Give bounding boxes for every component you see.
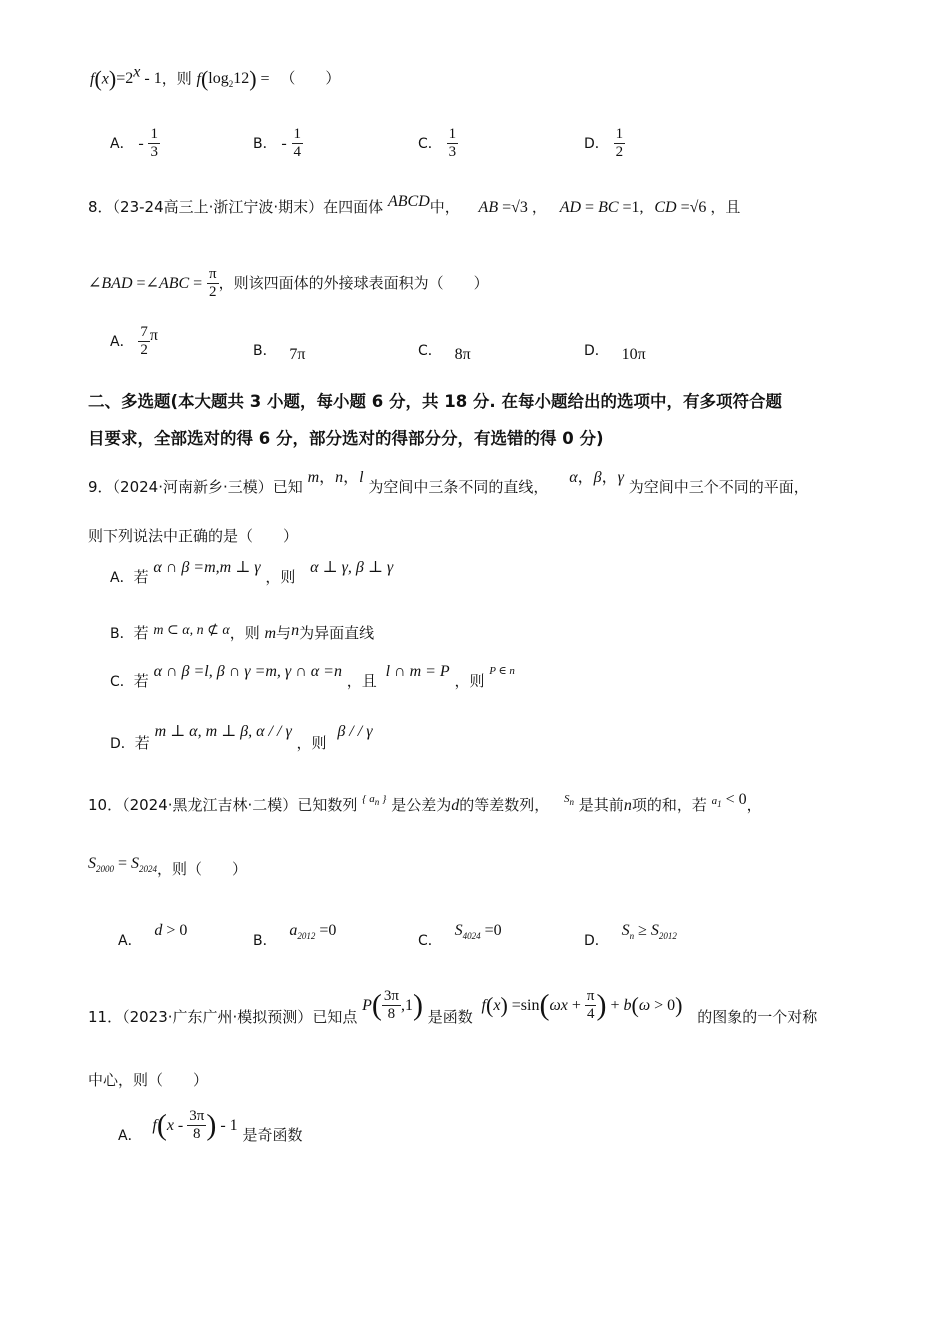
q9-option-d[interactable]: D．若 m ⊥ α, m ⊥ β, α / / γ ，则 β / / γ bbox=[110, 723, 373, 752]
q7-option-c[interactable]: C． $\frac{1}{3}$ bbox=[418, 126, 457, 160]
q7-stem: $f(x)=2^x - 1$，则 $f(\log_212)$ = （ ） bbox=[90, 64, 341, 91]
q11-option-a[interactable]: A． f(x - $\frac{3\pi}{8}$ ) - 1 是奇函数 bbox=[118, 1108, 303, 1144]
q8-option-d[interactable]: D． 10π bbox=[584, 343, 646, 363]
q10-option-a[interactable]: A． d > 0 bbox=[118, 922, 188, 949]
q10-stem-line2: $S_{2000} = S_{2024}$，则（ ） bbox=[88, 855, 248, 878]
q10-option-c[interactable]: C． $S_{4024} =0$ bbox=[418, 922, 502, 949]
q9-option-c[interactable]: C．若 α ∩ β =l, β ∩ γ =m, γ ∩ α =n ，且 l ∩ m = P ，则 $^{P \in n}$ bbox=[110, 663, 515, 690]
q9-stem-line1: 9．（2024·河南新乡·三模）已知 m，n，l 为空间中三条不同的直线， α，β，γ 为空间中三个不同的平面， bbox=[88, 469, 809, 496]
q10-stem-line1: 10．（2024·黑龙江吉林·二模）已知数列 $^{\{ a_n \}}$ 是公差为d的等差数列， $^{S_n}$ 是其前n项的和，若 $^{a_1}$ < 0， bbox=[88, 791, 762, 814]
q7-option-b[interactable]: B． - $\frac{1}{4}$ bbox=[253, 126, 301, 160]
q8-stem-line2: ∠BAD =∠ABC = $\frac{\pi}{2}$ ，则该四面体的外接球表面积为（ ） bbox=[88, 266, 489, 300]
q11-stem-line2: 中心，则（ ） bbox=[88, 1071, 209, 1089]
q9-option-b[interactable]: B．若 m ⊂ α, n ⊄ α，则 m与n为异面直线 bbox=[110, 622, 375, 642]
q8-option-b[interactable]: B． 7π bbox=[253, 343, 306, 363]
q10-option-d[interactable]: D． $S_n \ge S_{2012}$ bbox=[584, 922, 677, 949]
q8-option-a[interactable]: A． $\frac{7}{2}$ π bbox=[110, 324, 158, 358]
q9-stem-line2: 则下列说法中正确的是（ ） bbox=[88, 527, 299, 545]
q7-option-a[interactable]: A． - $\frac{1}{3}$ bbox=[110, 126, 158, 160]
q8-option-c[interactable]: C． 8π bbox=[418, 343, 471, 363]
section-heading-line2: 目要求，全部选对的得 6 分，部分选对的得部分分，有选错的得 0 分) bbox=[88, 429, 604, 448]
q7-option-d[interactable]: D． $\frac{1}{2}$ bbox=[584, 126, 624, 160]
q8-stem-line1: 8．（23-24高三上·浙江宁波·期末）在四面体 ABCD中， AB =√3 ， AD = BC =1, CD =√6 ，且 bbox=[88, 193, 741, 216]
q11-stem-line1: 11．（2023·广东广州·模拟预测）已知点 P( $\frac{3\pi}{8}$ ,1) 是函数 f(x) =sin(ωx + $\frac{\pi}{4}$ ) + b(ω > 0) 的图象的一个对称 bbox=[88, 988, 818, 1026]
q9-option-a[interactable]: A．若 α ∩ β =m,m ⊥ γ ，则 α ⊥ γ, β ⊥ γ bbox=[110, 559, 394, 586]
q10-option-b[interactable]: B． $a_{2012} =0$ bbox=[253, 922, 337, 949]
section-heading-line1: 二、多选题(本大题共 3 小题，每小题 6 分，共 18 分. 在每小题给出的选项中，有多项符合题 bbox=[88, 392, 782, 411]
